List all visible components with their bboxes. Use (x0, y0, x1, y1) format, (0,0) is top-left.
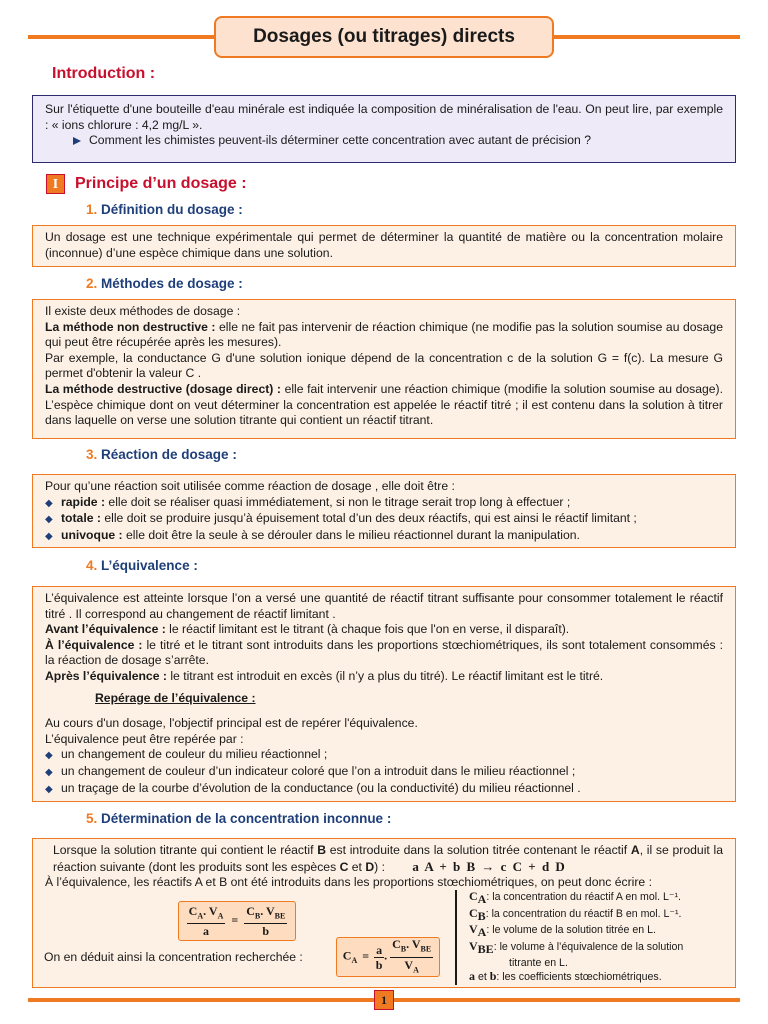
legend-symbol: b (489, 969, 497, 984)
methods-example: Par exemple, la conductance G d'une solution ionique dépend de la concentration c de la solution G = f(c). La mesure G permet d'obtenir la valeur C . (45, 350, 723, 381)
legend-subscript: B (477, 908, 486, 923)
subsection-title: Définition du dosage : (101, 202, 243, 217)
page-number: 1 (374, 990, 394, 1010)
subsection-3-heading (86, 447, 237, 463)
before-equivalence-text: le réactif limitant est le titrant (à chaque fois que l'on en verse, il disparaît). (165, 622, 570, 637)
legend-symbol: a (469, 969, 475, 984)
reaction-equation: a A + b B → c C + d D (412, 858, 565, 874)
subsection-1-heading (86, 202, 243, 218)
diamond-bullet-icon: ◆ (45, 783, 53, 795)
subsection-number: 4. (86, 558, 98, 573)
legend-text: titrante en L. (509, 956, 568, 969)
section-heading-text: Principe d’un dosage : (75, 175, 247, 192)
legend-subscript: A (477, 925, 487, 940)
legend-text: : la concentration du réactif A en mol. L⁻¹. (486, 891, 681, 903)
concentration-formula-box (336, 937, 440, 977)
text-fragment: et (348, 859, 366, 874)
text-fragment: ) : (374, 859, 385, 874)
equivalence-relation: $\frac{C_A. V_A}{a}$ = $\frac{C_B. V_{BE}}{b}$ (188, 903, 286, 939)
at-equivalence-label: À l’équivalence : (45, 637, 143, 652)
section-heading (46, 174, 247, 194)
list-item (45, 511, 723, 528)
subsection-4-heading (86, 558, 198, 574)
diamond-bullet-icon: ◆ (45, 530, 53, 542)
introduction-heading: Introduction : (52, 65, 156, 82)
diamond-bullet-icon: ◆ (45, 766, 53, 778)
legend-symbol: C (469, 889, 478, 903)
legend-item (469, 957, 745, 971)
reactant-b: B (317, 843, 327, 857)
product-c: C (339, 859, 349, 874)
subsection-number: 3. (86, 447, 98, 462)
product-d: D (365, 859, 375, 874)
legend-text: et (475, 971, 490, 984)
subsection-title: L’équivalence : (101, 558, 198, 573)
legend-text: : le volume à l’équivalence de la solution (493, 941, 684, 954)
introduction-box (32, 95, 736, 163)
text-fragment: est introduite dans la solution titrée contenant le réactif (326, 843, 631, 857)
equivalence-relation-box (178, 901, 296, 941)
arrow-bullet-icon (73, 137, 81, 145)
text-fragment: , il se produit la réaction suivante (dont les produits sont les espèces (53, 843, 724, 874)
legend-subscript: BE (477, 942, 494, 957)
item-text: elle doit être la seule à se dérouler dans le milieu réactionnel durant la manipulation. (122, 527, 580, 542)
legend-text: : le volume de la solution titrée en L. (486, 924, 656, 937)
subsection-number: 2. (86, 276, 98, 291)
introduction-text: Sur l'étiquette d'une bouteille d'eau minérale est indiquée la composition de minéralisation de l'eau. On peut lire, par exemple : « ions chlorure : 4,2 mg/L ». (45, 102, 723, 132)
subsection-title: Méthodes de dosage : (101, 276, 243, 291)
reaction-intro: Pour qu’une réaction soit utilisée comme réaction de dosage , elle doit être : (45, 479, 455, 493)
legend-item (469, 923, 745, 940)
detection-intro: Au cours d'un dosage, l'objectif principal est de repérer l'équivalence. (45, 716, 418, 731)
legend-symbol: V (469, 939, 478, 954)
definition-text: Un dosage est une technique expérimentale qui permet de déterminer la quantité de matière ou la concentration molaire (inconnue) d’une espèce chimique dans une solution. (45, 230, 723, 260)
legend-subscript: A (477, 892, 487, 907)
item-text: elle doit se réaliser quasi immédiatement, si non le titrage serait trop long à effectuer ; (105, 494, 571, 509)
legend-symbol: V (469, 922, 478, 937)
legend-item (469, 907, 745, 924)
stoichiometric-text: À l’équivalence, les réactifs A et B ont été introduits dans les proportions stœchiométriques, on peut donc écrire : (45, 875, 652, 890)
legend-item (469, 940, 745, 957)
destructive-text: elle fait intervenir une réaction chimique (modifie la solution soumise au dosage). L’espèce chimique dont on veut déterminer la concentration est appelée le réactif titré ; il est contenu dans la solution à titrer dans laquelle on verse une solution titrante qui contient un réactif titrant. (45, 381, 723, 428)
legend-item (469, 890, 745, 907)
item-text: elle doit se produire jusqu’à épuisement total d’un des deux réactifs, qui est ainsi le réactif limitant ; (100, 511, 637, 526)
list-item (45, 495, 723, 512)
equivalence-definition: L’équivalence est atteinte lorsque l’on a versé une quantité de réactif titrant suffisante pour consommer totalement le réactif titré . Il correspond au changement de réactif limitant . (45, 591, 723, 621)
list-item (45, 764, 723, 781)
list-item (45, 781, 723, 798)
concentration-formula: $C_A$ = $\frac{a}{b}$ . $\frac{C_B. V_{BE}}{V_A}$ (342, 937, 432, 974)
legend-symbol: C (469, 905, 478, 920)
detection-intro-2: L’équivalence peut être repérée par : (45, 731, 244, 746)
before-equivalence-label: Avant l’équivalence : (45, 622, 166, 637)
equivalence-box (32, 586, 736, 802)
subsection-number: 5. (86, 811, 98, 826)
methods-intro: Il existe deux méthodes de dosage : (45, 304, 241, 318)
at-equivalence-text: le titré et le titrant sont introduits dans les proportions stœchiométriques, ils sont totalement consommés : la réaction de dosage s’arrête. (45, 637, 723, 668)
page-title-text: Dosages (ou titrages) directs (253, 26, 515, 48)
subsection-5-heading (86, 811, 391, 827)
diamond-bullet-icon: ◆ (45, 497, 53, 509)
subsection-title: Détermination de la concentration inconnue : (101, 811, 392, 826)
equivalence-detection-title: Repérage de l’équivalence : (95, 690, 256, 705)
variables-legend (455, 890, 745, 985)
list-item (45, 528, 723, 545)
item-text: un traçage de la courbe d’évolution de la conductance (ou la conductivité) du milieu réactionnel . (61, 780, 581, 795)
reaction-box (32, 474, 736, 548)
roman-numeral-badge: I (46, 174, 65, 194)
legend-text: : les coefficients stœchiométriques. (496, 971, 662, 984)
subsection-2-heading (86, 276, 243, 292)
after-equivalence-text: le titrant est introduit en excès (il n’y a plus du titré). Le réactif limitant est le titré. (166, 668, 604, 683)
reactant-a: A (630, 843, 640, 857)
legend-item (469, 970, 745, 985)
diamond-bullet-icon: ◆ (45, 750, 53, 762)
item-label: totale : (61, 511, 101, 526)
item-text: un changement de couleur du milieu réactionnel ; (61, 747, 328, 762)
methods-box (32, 299, 736, 439)
item-text: un changement de couleur d’un indicateur coloré que l’on a introduit dans le milieu réactionnel ; (61, 763, 576, 778)
subsection-number: 1. (86, 202, 98, 217)
non-destructive-text: elle ne fait pas intervenir de réaction chimique (ne modifie pas la solution soumise au dosage qui peut être récupérée après les mesures). (45, 319, 723, 350)
diamond-bullet-icon: ◆ (45, 514, 53, 526)
introduction-question: Comment les chimistes peuvent-ils déterminer cette concentration avec autant de précision ? (89, 133, 591, 148)
page-title (214, 16, 554, 58)
destructive-label: La méthode destructive (dosage direct) : (45, 381, 281, 396)
list-item (45, 747, 723, 764)
after-equivalence-label: Après l’équivalence : (45, 668, 167, 683)
item-label: univoque : (61, 527, 123, 542)
definition-box (32, 225, 736, 267)
item-label: rapide : (61, 494, 106, 509)
subsection-title: Réaction de dosage : (101, 447, 237, 462)
deduction-text: On en déduit ainsi la concentration recherchée : (44, 950, 303, 964)
text-fragment: Lorsque la solution titrante qui contient le réactif (53, 843, 318, 857)
legend-text: : la concentration du réactif B en mol. L⁻¹. (485, 907, 682, 920)
non-destructive-label: La méthode non destructive : (45, 319, 216, 334)
